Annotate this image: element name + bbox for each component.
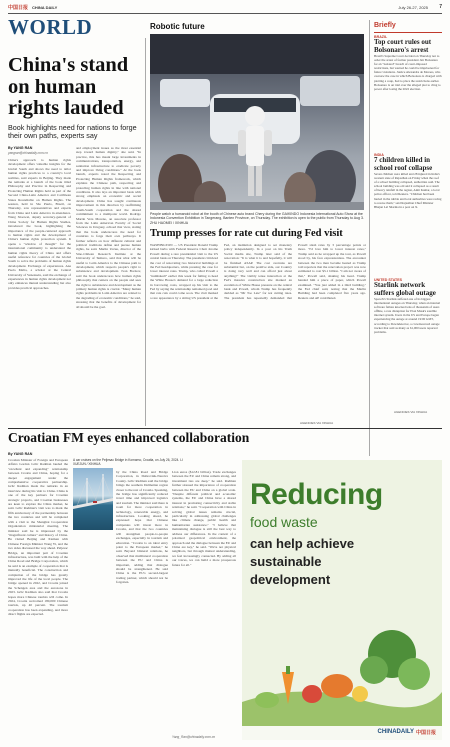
croatia-body-col1: Croatian Minister of Foreign and European Affairs Gordan Grlic Radman lauded the "excellent and expanding" relationship between Croatia and China, hoping for a deeper engagement under the comprehensive cooperative partnership. Grlic Radman made the remarks in an interview during his visit to China. China is one of the key partners for Croatian strategic projects, and Croatian businesses are keen to explore the China market, he said. Grlic Radman's visit was to mark the fifth anniversary of the partnership between the two countries and will be completed with a visit to the Shanghai Cooperation Organization ministerial meeting. The minister said he is impressed by the "magnificent culture" and history of China. He visited Beijing and Xiamen with Chinese Foreign Minister Wang Yi, and the two sides discussed the way ahead. Peljesac Bridge, an important part of Croatian infrastructure, was built with the help of the China Road and Bridge Corporation, which he said is an example of cooperation that is mutually beneficial. The construction and completion of the bridge has greatly improved the life of the local people. The bridge opened in 2022, and Croatia joined the Schengen area and the eurozone in 2023. Grlic Radman also said that Croatia hopes more Chinese tourists will come. In 2024, Croatia welcomed 180,000 Chinese tourists, up 40 percent. The tourism cooperation has been expanding, and more direct flights are expected. [8, 458, 68, 617]
brief-place: UNITED STATES [374, 278, 403, 282]
trump-body: WASHINGTON — US President Donald Trump kicked barbs with Federal Reserve Chair Jerome Powell during a rare presidential visit to the US central bank on Thursday. The president criticized the cost of renovating two historical buildings at the Fed headquarters, while pressing the case for lower interest rates. Trump, who called Powell a "numbskull" earlier this week for failing to heed the White House's demand for a large reduction in borrowing costs, wrapped up his visit to the Fed by saying the relationship remained good and that rate cuts could come soon. The visit marked a rare appearance by a sitting US president at the Fed, an institution designed to set monetary policy independently. In a post on his Truth Social media site, Trump later said of the renovation: "It is what it is and hopefully, it will be finished ASAP. The cost overruns are substantial but, on the positive side, our Country is doing very well and can afford just about anything!" The visibly tense interaction at the Fed's massive construction site marked an escalation of White House pressure on the central bank and Powell, whom Trump has frequently derided as "Mr Too Late" for not cutting rates. The president has repeatedly demanded that Powell slash rates by 3 percentage points or more. "I'd love him to lower interest rates," Trump said as he wrapped up the tour, as Powell stood by, his face expressionless. The encounter between the two men became heated as Trump told reporters that the renovation project was now estimated to cost $3.1 billion. "I am not aware of that," Powell said, shaking his head. Trump handed him a piece of paper, which Powell examined. "You just added in a third building," the Fed chief said, noting that the Martin Building had been completed five years ago. Reuters and AP contributed. [150, 243, 366, 300]
brief-item-1 [374, 35, 442, 154]
chinadaily-brand-cn: 中国日报 [415, 730, 436, 736]
bridge-photo [73, 468, 113, 530]
croatia-email: Yang_Ran@chinadaily.com.cn [172, 735, 216, 739]
croatia-body-col3: Lion euros ($12.81 billion). Trade exchanges between the EU and China remain strong, and investment ties are deep," he said. Radman further stressed the importance of cooperation between the EU and China on a global scale. "Despite different political and economic systems, the EU and China have a shared interest in promoting connectivity and stable relations," he said. "Cooperation with China in solving global issues remains crucial, particularly in addressing global challenges like climate change, public health and humanitarian assistance." "I believe that maintaining dialogue is still the best way to address our differences. In the context of a polarized geopolitical environment, the approach and the dialogue between the EU and China are key," he said. "We're not physical neighbors, but through mutual understanding, we feel increasingly connected. By adding all our voices, we can build a more prosperous future for all." [172, 470, 236, 567]
paper-name: CHINA DAILY [32, 5, 58, 10]
food-waste-ad [242, 460, 442, 740]
trump-headline: Trump presses for rate cut during Fed visit [150, 228, 343, 239]
lead-email: yangran@chinadaily.com.cn [8, 151, 48, 155]
brief-place: BRAZIL [374, 35, 388, 39]
brief-title: 7 children killed in school roof collapse [374, 156, 433, 172]
ad-headline-reducing: Reducing [250, 478, 383, 511]
section-title: WORLD [8, 15, 93, 39]
lead-headline-line2: on human [8, 75, 97, 98]
lead-deck: Book highlights need for nations to forge their own paths, experts say [8, 123, 137, 141]
lead-body-col1: China's approach to human rights development offers valuable insights for the Global South and shows the need to tailor human rights practices to a country's local realities, said experts in Beijing. They made the remarks at a launch of the book titled Philosophy and Practice in Respecting and Protecting Human Rights held as part of the Second China-Latin America and Caribbean States Roundtable on Human Rights. The session, held in São Paulo, Brazil, on Thursday, saw representatives and experts from China and Latin America in attendance. Wang Xiaowei, deputy secretary-general of China Society for Human Rights Studies, introduced the book, highlighting the importance of the people-centered approach to human rights and the development of China's human rights protection system. It opens a "window of thought" for the international community to understand the human rights theory of China and offers useful reference for countries of the Global South to solve the problems of human rights development. Exchange of experiences. Ana Paola Malta, a scholar at the Central University of Venezuela, said the exchange of experiences in human rights development not only enhances mutual understanding but also provides practical approaches. [8, 158, 71, 290]
brief-body: Brazil's Supreme Court decided on Thursday not to order the arrest of former president Jair Bolsonaro for an "isolated" breach of court-imposed restrictions, but warned he could be imprisoned for future violations. Justice Alexandre de Moraes, who oversaw the case in which Bolsonaro is charged with plotting a coup, had to place the restrictions earlier. Bolsonaro is on trial over the alleged plot to cling to power after losing the 2022 election. [374, 54, 442, 91]
lead-headline-line1: China's stand [8, 54, 129, 76]
brief-item-3 [374, 278, 442, 415]
robotic-heading: Robotic future [150, 22, 205, 31]
bridge-photo-illustration [73, 468, 113, 530]
ad-headline-food-waste: food waste [250, 514, 318, 530]
lead-byline: By YANG RAN [8, 146, 33, 150]
lead-headline [8, 55, 143, 120]
briefly-credit: AGENCIES VIA XINHUA [394, 410, 428, 414]
trump-credit: AGENCIES VIA XINHUA [300, 421, 334, 425]
lead-headline-line3: rights lauded [8, 97, 124, 119]
page-number: 7 [439, 4, 442, 10]
robotic-caption: People watch a humanoid robot at the booth of Chinese auto brand Chery during the GAIKINDO Indonesia International Auto Show at the Indonesia Convention Exhibition in Tangerang, Banten Province, on Thursday. The exhibition is open to the public from Thursday to Aug 3. ZHU HAOMEI / XINHUA [150, 212, 364, 225]
robot-photo-illustration [150, 34, 364, 210]
chinadaily-brand: CHINADAILY [377, 729, 414, 735]
brief-item-2 [374, 153, 442, 276]
brief-body: SpaceX's Starlink suffered one of its biggest international outages on Thursday, when an internal software failure knocked tens of thousands of users offline, a rare disruption for Elon Musk's satellite internet system. Users in the US and Europe began experiencing the outage at around 19:00 GMT, according to Downdetector, a crowdsourced outage tracker that said as many as 61,000 users reported problems. [374, 297, 441, 334]
lead-body-col2: and employment issues as the most essential step toward human dignity," she said. "In practice, this has meant large investments in communications, transportation, energy, and sanitation infrastructure to eradicate poverty and improve living conditions." At the book launch, experts noted the Respecting and Protecting Human Rights framework, which explains the Chinese path, respecting and protecting human rights in line with national conditions. It also lays an important basis with strong emphasis on economic and social development. China has sought continuous improvement in this direction by reaffirming South-South cooperation and the shared commitment to a multipolar world. Rodrigo Martin Vera Moreno, an associate professor from the Latin American Faculty of Social Sciences in Uruguay, echoed that view, stating that the book underscores the need for countries to forge their own pathways. It further reflects on how different cultural and political traditions define and pursue human rights, he said. Martin Urzua, director of the Sino-Chilean Research Institute at the University of Temuco, said that what will be useful to Latin America is the Chinese path to development, which respects people's right to subsistence and development. Ivan Borisov, said the book underscores how human rights philosophy that centers on the people and sees the right to subsistence and development as the primary human rights is crucial. "Many human rights problems in Latin America are related to the degrading of economic conditions," he said, stressing that the benefits of development for all should be the goal. [76, 146, 141, 309]
brief-body: Seven children were killed and 28 injured in India's western state of Rajasthan on Friday when the roof of a school building collapsed, authorities said. The school building was old and it collapsed as a result of heavy rainfall in the region, Amit Kumar, a local police officer, told Reuters. "Children had been buried in the rubble and local authorities were racing to rescue them," said Rajasthan Chief Minister Bhajan Lal Sharma in a post on X. [374, 172, 442, 209]
china-daily-logo: 中国日报 [8, 5, 29, 11]
ad-line-sustainable: sustainable [250, 554, 322, 569]
brief-title: Starlink network suffers global outage [374, 281, 436, 297]
croatia-byline: By YANG RAN [8, 452, 33, 456]
ad-line-development: development [250, 572, 331, 587]
croatia-photo-caption: A car cruises on the Peljesac Bridge in Komarno, Croatia, on July 26, 2024. LI XUEJUN / XINHUA [73, 458, 183, 466]
ad-line-achieve: can help achieve [250, 536, 355, 551]
issue-date: July 26-27, 2025 [398, 5, 428, 10]
brief-place: INDIA [374, 153, 384, 157]
croatia-body-col2: by the China Road and Bridge Corporation, in Dubrovnik-Neretva County. Grlic Radman said the bridge brings the southern Dalmatian region closer to the rest of Croatia. Speaking, the bridge has significantly reduced travel time and improved logistics and tourism. The minister said there is room for more cooperation in technology, renewable energy, and infrastructure. Looking ahead, he expressed hope that Chinese companies will invest more in Croatia, and that the two countries will strengthen people-to-people exchanges, especially in tourism and education. "Croatia is an ideal entry point to the European market," he said. Beyond bilateral relations, he observed that multilateral cooperation between the EU and China is important, adding that dialogue should be strengthened. He said China is the EU's second-largest trading partner, which should not be forgotten. [116, 470, 168, 585]
robot-photo [150, 34, 364, 210]
briefly-heading: Briefly [374, 22, 396, 29]
ad-footer [242, 726, 442, 740]
brief-title: Top court rules out Bolsonaro's arrest [374, 38, 432, 54]
vegetables-illustration [242, 582, 442, 740]
masthead [8, 4, 442, 12]
croatia-headline: Croatian FM eyes enhanced collaboration [8, 430, 250, 445]
